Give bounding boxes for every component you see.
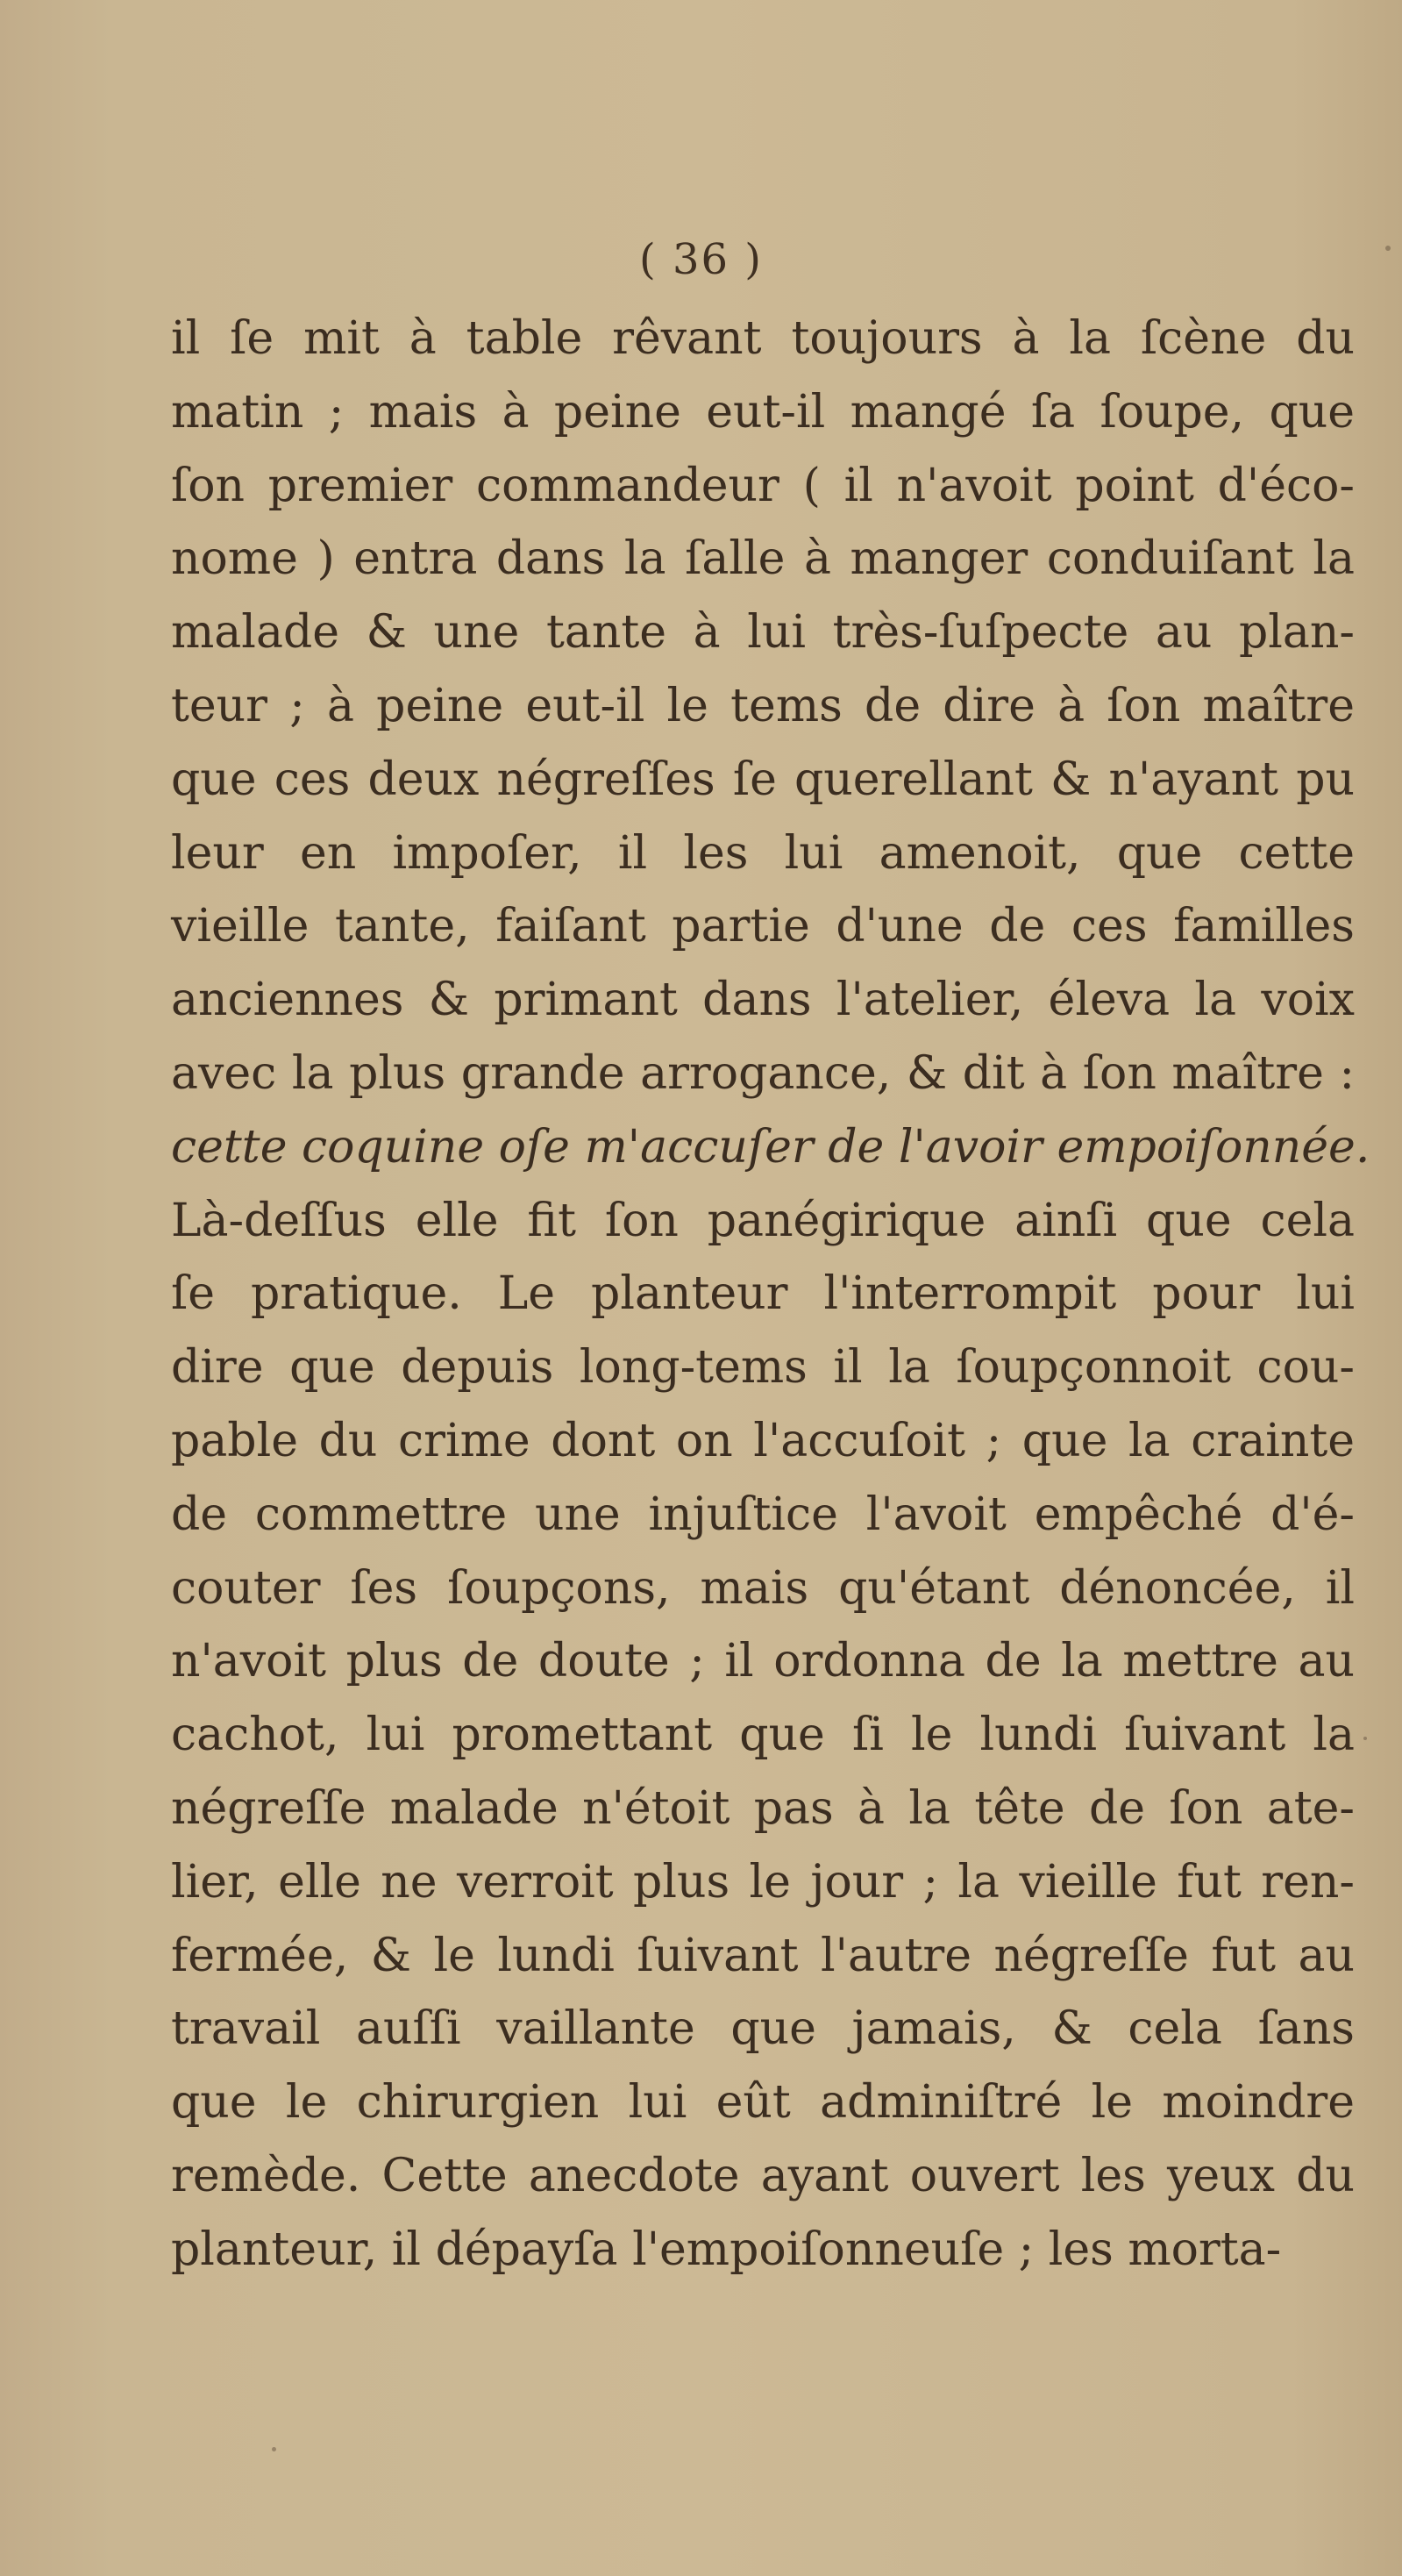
- page-number: ( 36 ): [638, 235, 764, 284]
- text-line-14: ſe pratique. Le planteur l'interrompit pour lui: [171, 1267, 1355, 1321]
- text-line-21: négreſſe malade n'étoit pas à la tête de ſon ate-: [171, 1781, 1355, 1835]
- paper-speck: [272, 2447, 276, 2451]
- text-line-22: lier, elle ne verroit plus le jour ; la vieille fut ren-: [171, 1855, 1355, 1909]
- text-line-11: avec la plus grande arrogance, & dit à ſon maître :: [171, 1046, 1355, 1100]
- paper-speck: [1363, 1737, 1367, 1740]
- text-line-20: cachot, lui promettant que ſi le lundi ſuivant la: [171, 1709, 1355, 1762]
- text-line-7: que ces deux négreſſes ſe querellant & n'ayant pu: [171, 753, 1355, 806]
- text-line-1: il ſe mit à table rêvant toujours à la ſcène du: [171, 312, 1355, 365]
- paper-speck: [1385, 246, 1391, 251]
- body-text: [171, 303, 1370, 2287]
- text-line-8: leur en impoſer, il les lui amenoit, que cette: [171, 826, 1355, 880]
- text-line-23: fermée, & le lundi ſuivant l'autre négreſſe fut au: [171, 1929, 1355, 1982]
- text-line-4: nome ) entra dans la ſalle à manger conduiſant la: [171, 532, 1355, 586]
- text-line-9: vieille tante, faiſant partie d'une de ces familles: [171, 900, 1355, 953]
- text-line-12-italic-quote: cette coquine oſe m'accuſer de l'avoir empoiſonnée.: [171, 1120, 1370, 1174]
- text-line-6: teur ; à peine eut-il le tems de dire à ſon maître: [171, 679, 1355, 732]
- text-line-13: Là-deſſus elle fit ſon panégirique ainſi que cela: [171, 1194, 1355, 1247]
- text-line-15: dire que depuis long-tems il la ſoupçonnoit cou-: [171, 1341, 1355, 1395]
- text-line-27: planteur, il dépayſa l'empoiſonneuſe ; les morta-: [171, 2223, 1282, 2276]
- text-line-2: matin ; mais à peine eut-il mangé ſa ſoupe, que: [171, 385, 1355, 439]
- text-line-26: remède. Cette anecdote ayant ouvert les yeux du: [171, 2149, 1355, 2202]
- text-line-19: n'avoit plus de doute ; il ordonna de la mettre au: [171, 1635, 1355, 1688]
- text-line-5: malade & une tante à lui très-ſuſpecte au plan-: [171, 606, 1355, 660]
- text-line-24: travail auſſi vaillante que jamais, & cela ſans: [171, 2002, 1355, 2056]
- text-line-17: de commettre une injuſtice l'avoit empêché d'é-: [171, 1488, 1355, 1541]
- text-line-25: que le chirurgien lui eût adminiſtré le moindre: [171, 2076, 1355, 2130]
- text-line-3: ſon premier commandeur ( il n'avoit point d'éco-: [171, 459, 1355, 512]
- text-line-16: pable du crime dont on l'accuſoit ; que la crainte: [171, 1414, 1355, 1467]
- text-line-10: anciennes & primant dans l'atelier, éleva la voix: [171, 974, 1355, 1027]
- text-line-18: couter ſes ſoupçons, mais qu'étant dénoncée, il: [171, 1561, 1355, 1615]
